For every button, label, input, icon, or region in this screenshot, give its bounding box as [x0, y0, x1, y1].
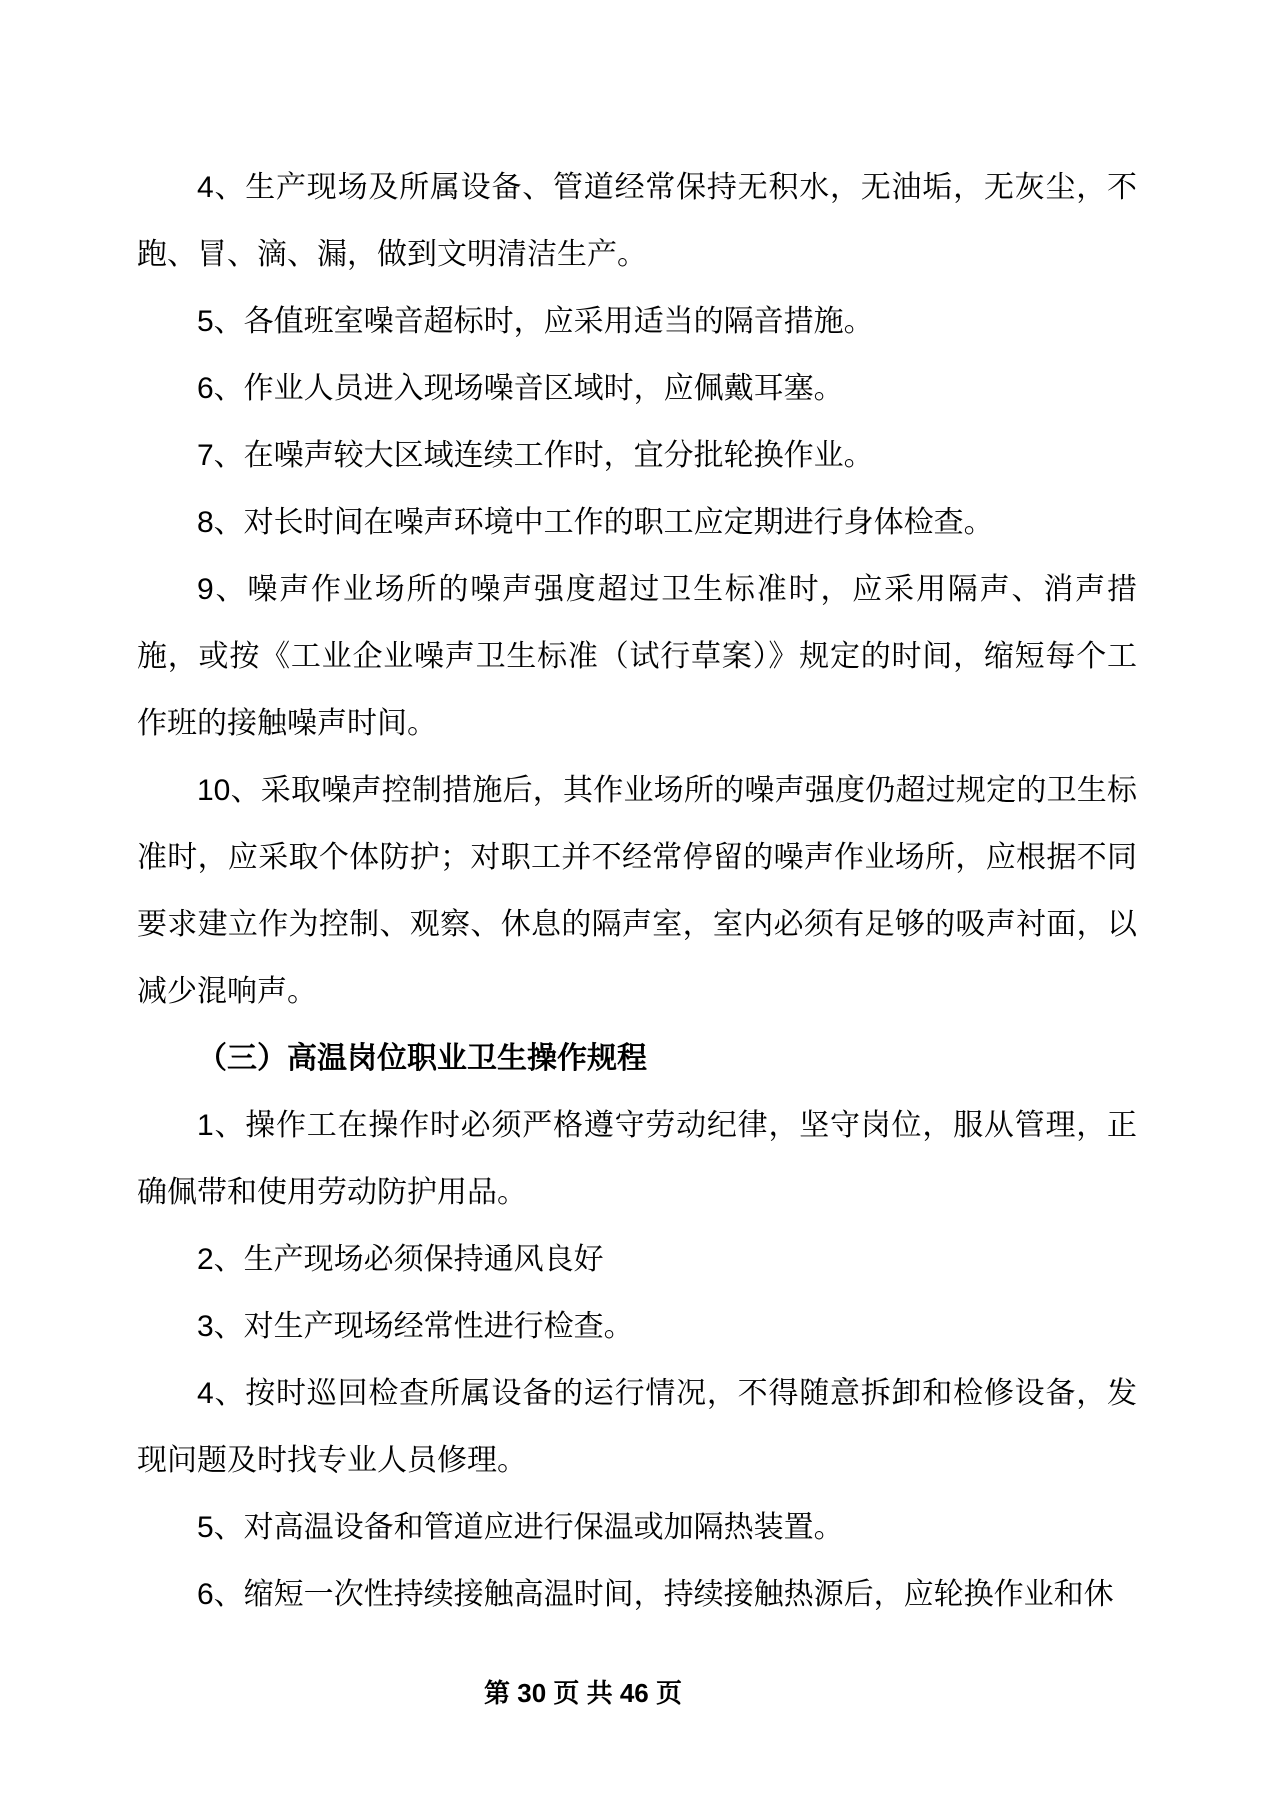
paragraph: 10、采取噪声控制措施后，其作业场所的噪声强度仍超过规定的卫生标准时，应采取个体防护；对职工并不经常停留的噪声作业场所，应根据不同要求建立作为控制、观察、休息的隔声室，室内必须有足够的吸声衬面，以减少混响声。: [137, 774, 1137, 1008]
paragraph: 1、操作工在操作时必须严格遵守劳动纪律，坚守岗位，服从管理，正确佩带和使用劳动防护用品。: [137, 1109, 1137, 1209]
section-heading: （三）高温岗位职业卫生操作规程: [197, 1042, 647, 1075]
paragraph: 8、对长时间在噪声环境中工作的职工应定期进行身体检查。: [197, 506, 994, 539]
paragraph: 4、按时巡回检查所属设备的运行情况，不得随意拆卸和检修设备，发现问题及时找专业人员修理。: [137, 1377, 1137, 1477]
paragraph: 5、对高温设备和管道应进行保温或加隔热装置。: [197, 1511, 844, 1544]
paragraph: 5、各值班室噪音超标时，应采用适当的隔音措施。: [197, 305, 874, 338]
page-number-text: 第 30 页 共 46 页: [484, 1678, 682, 1708]
paragraph: 6、作业人员进入现场噪音区域时，应佩戴耳塞。: [197, 372, 844, 405]
paragraph: 6、缩短一次性持续接触高温时间，持续接触热源后，应轮换作业和休: [197, 1578, 1114, 1611]
paragraph: 9、噪声作业场所的噪声强度超过卫生标准时，应采用隔声、消声措施，或按《工业企业噪声卫生标准（试行草案）》规定的时间，缩短每个工作班的接触噪声时间。: [137, 573, 1137, 740]
paragraph: 4、生产现场及所属设备、管道经常保持无积水，无油垢，无灰尘，不跑、冒、滴、漏，做到文明清洁生产。: [137, 171, 1137, 271]
paragraph: 7、在噪声较大区域连续工作时，宜分批轮换作业。: [197, 439, 874, 472]
page-footer: [83, 1676, 1083, 1710]
paragraph: 2、生产现场必须保持通风良好: [197, 1243, 604, 1276]
paragraph: 3、对生产现场经常性进行检查。: [197, 1310, 634, 1343]
document-body: [137, 154, 1137, 1628]
